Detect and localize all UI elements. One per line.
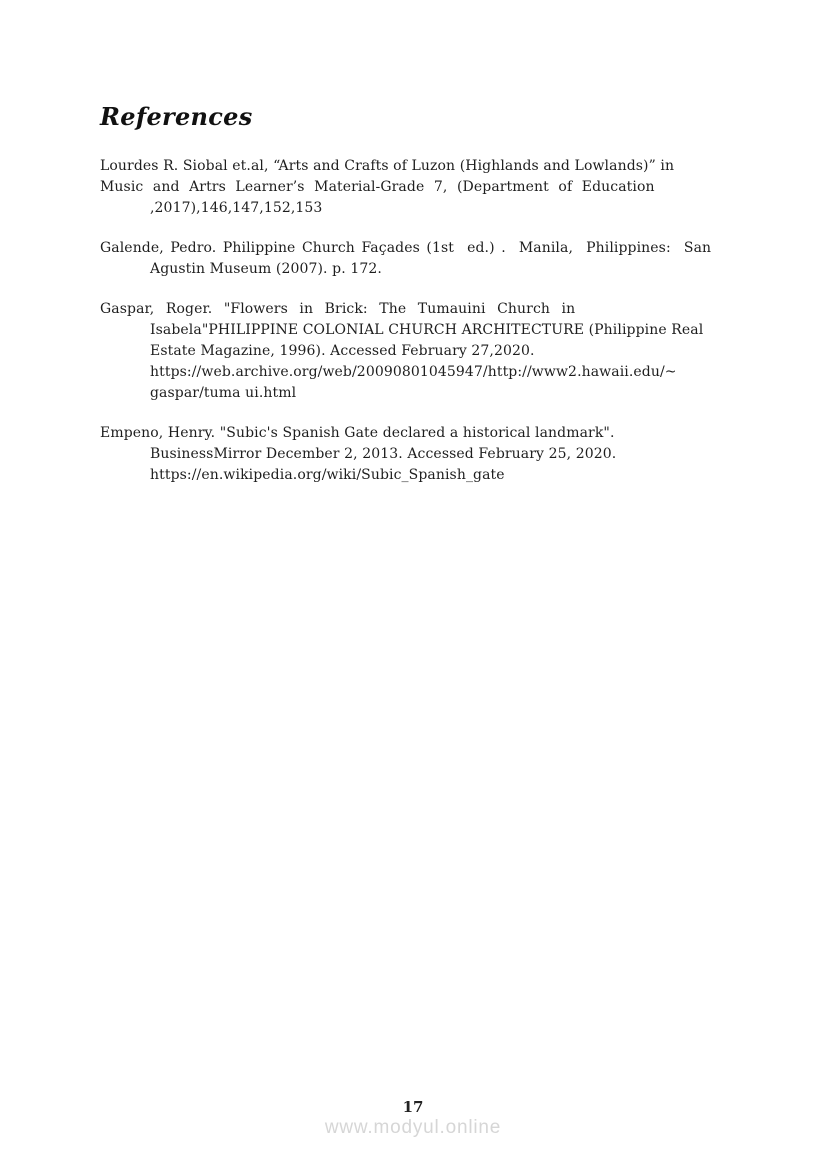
page-title: References — [100, 102, 253, 131]
reference-entry — [100, 156, 728, 219]
reference-line: Gaspar, Roger. "Flowers in Brick: The Tumauini Church in — [100, 301, 576, 317]
reference-entry — [100, 299, 728, 404]
reference-line: BusinessMirror December 2, 2013. Accessed February 25, 2020. — [150, 446, 617, 462]
reference-line: ,2017),146,147,152,153 — [150, 200, 323, 216]
reference-line: Galende, Pedro. Philippine Church Façades (1st ed.) . Manila, Philippines: San — [100, 240, 712, 256]
reference-entry — [100, 423, 728, 486]
reference-line: Agustin Museum (2007). p. 172. — [150, 261, 382, 277]
reference-line: Empeno, Henry. "Subic's Spanish Gate declared a historical landmark". — [100, 425, 615, 441]
reference-url-line: https://web.archive.org/web/20090801045947/http://www2.hawaii.edu/~ — [150, 364, 677, 380]
reference-entry — [100, 238, 728, 280]
reference-line: Music and Artrs Learner’s Material-Grade 7, (Department of Education — [100, 179, 655, 195]
page-number: 17 — [402, 1098, 424, 1116]
reference-line: Lourdes R. Siobal et.al, “Arts and Crafts of Luzon (Highlands and Lowlands)” in — [100, 158, 675, 174]
reference-line: Isabela"PHILIPPINE COLONIAL CHURCH ARCHITECTURE (Philippine Real — [150, 322, 704, 338]
page-content — [100, 103, 728, 505]
reference-url-line: https://en.wikipedia.org/wiki/Subic_Spanish_gate — [150, 467, 505, 483]
watermark: www.modyul.online — [324, 1117, 502, 1138]
reference-line: Estate Magazine, 1996). Accessed February 27,2020. — [150, 343, 535, 359]
reference-url-line: gaspar/tuma ui.html — [150, 385, 297, 401]
